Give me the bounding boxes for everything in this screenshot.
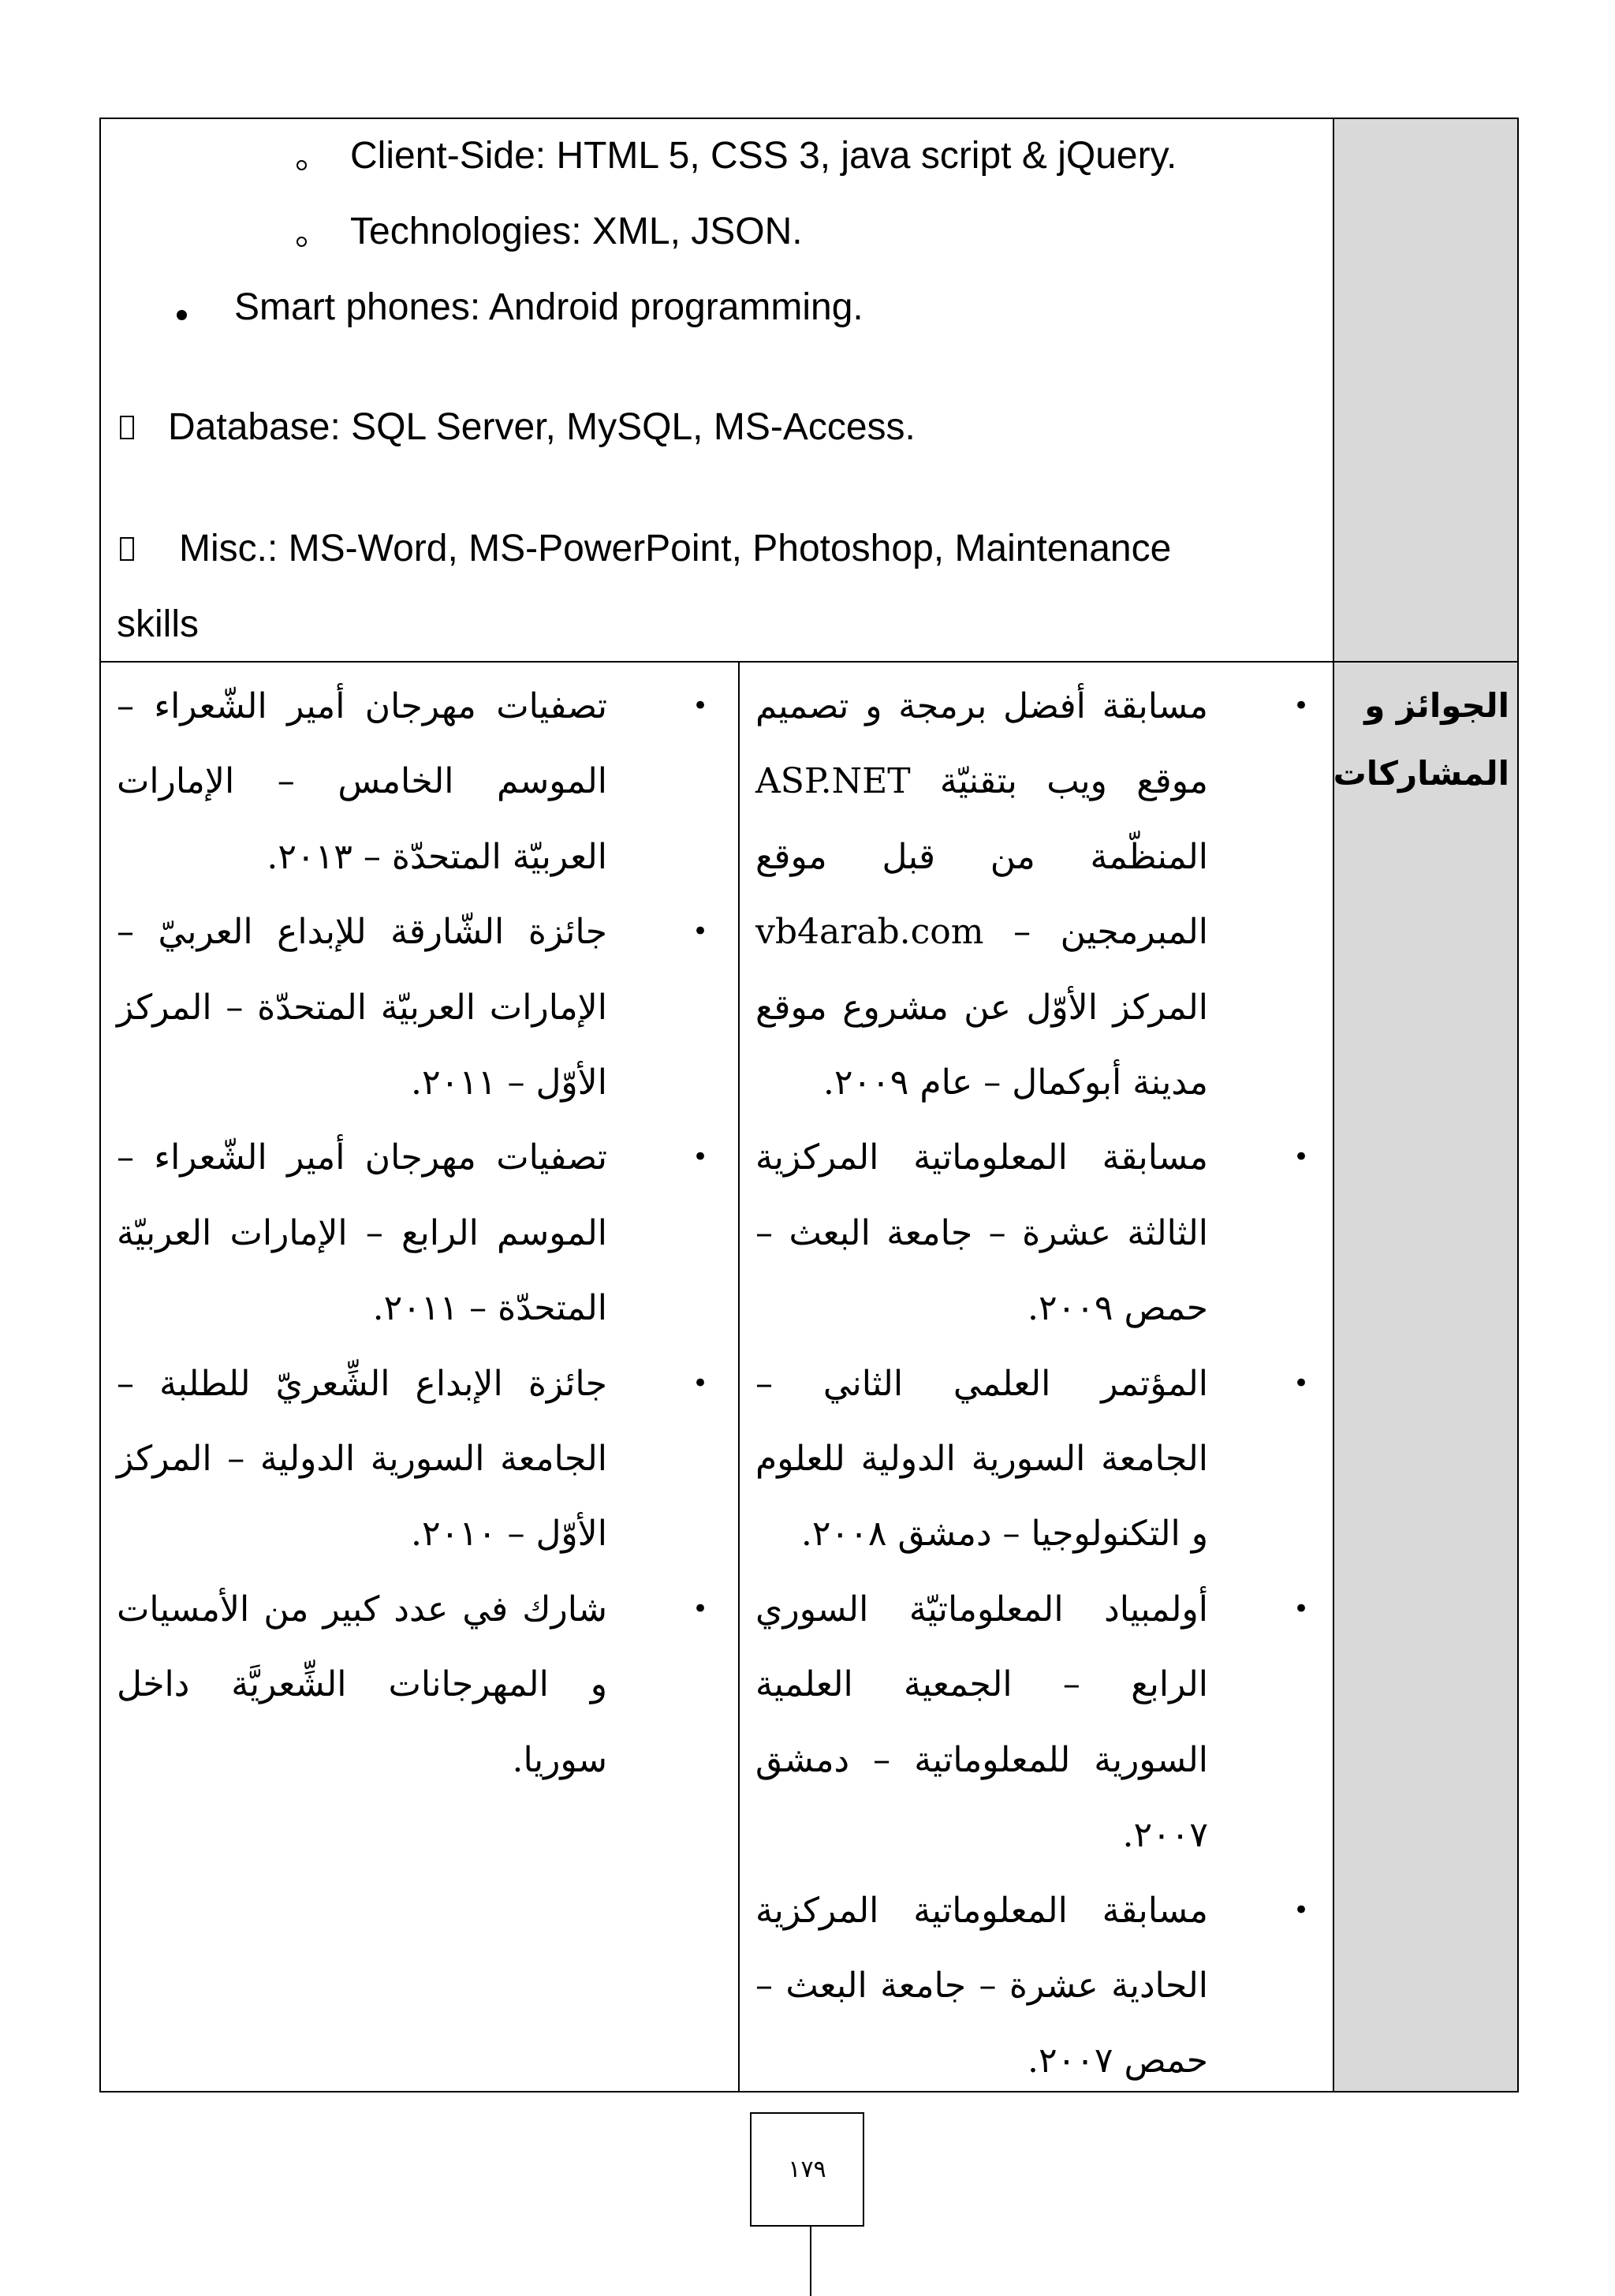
row-divider xyxy=(99,661,1519,663)
award-item: • مسابقة المعلوماتية المركزية الثالثة عشرة – جامعة البعث – حمص ٢٠٠٩. xyxy=(755,1120,1208,1346)
checkbox-glyph-icon xyxy=(120,537,134,561)
sub-bullet-icon xyxy=(297,160,307,170)
sub-bullet-icon xyxy=(297,237,307,247)
award-item: • تصفيات مهرجان أمير الشّعراء – الموسم الرابع – الإمارات العربيّة المتحدّة – ٢٠١١. xyxy=(117,1120,607,1346)
page-number-connector xyxy=(810,2227,811,2296)
section-title-line1: الجوائز و xyxy=(1364,686,1509,725)
skill-client-side: Client-Side: HTML 5, CSS 3, java script & jQuery. xyxy=(350,135,1177,177)
section-title xyxy=(1333,669,1509,811)
award-item: • مسابقة أفضل برمجة و تصميم موقع ويب بتقنيّة ASP.NET المنظّمة من قبل موقع المبرمجين – vb4arab.com المركز الأوّل عن مشروع موقع مدينة أبوكمال – عام ٢٠٠٩. xyxy=(755,669,1208,1120)
awards-list-right xyxy=(755,669,1208,2099)
label-column-divider xyxy=(1333,118,1334,2093)
award-item: • المؤتمر العلمي الثاني – الجامعة السورية الدولية للعلوم و التكنولوجيا – دمشق ٢٠٠٨. xyxy=(755,1346,1208,1572)
checkbox-glyph-icon xyxy=(120,416,134,439)
skill-technologies: Technologies: XML, JSON. xyxy=(350,211,803,252)
awards-list-left xyxy=(117,669,607,1798)
page-number: ١٧٩ xyxy=(788,2156,826,2183)
skill-database: Database: SQL Server, MySQL, MS-Access. xyxy=(168,406,916,448)
label-column-shade xyxy=(1334,119,1517,2091)
skill-misc-continued: skills xyxy=(117,603,199,645)
award-item: • جائزة الشّارقة للإبداع العربيّ – الإمارات العربيّة المتحدّة – المركز الأوّل – ٢٠١١. xyxy=(117,894,607,1120)
award-item: • جائزة الإبداع الشِّعريّ للطلبة – الجامعة السورية الدولية – المركز الأوّل – ٢٠١٠. xyxy=(117,1346,607,1572)
awards-column-divider xyxy=(738,661,740,2093)
award-item: • تصفيات مهرجان أمير الشّعراء – الموسم الخامس – الإمارات العربيّة المتحدّة – ٢٠١٣. xyxy=(117,669,607,894)
page-number-box xyxy=(750,2112,864,2227)
award-item: • أولمبياد المعلوماتيّة السوري الرابع – الجمعية العلمية السورية للمعلوماتية – دمشق ٢٠٠٧. xyxy=(755,1572,1208,1873)
skill-misc: Misc.: MS-Word, MS-PowerPoint, Photoshop, Maintenance xyxy=(179,528,1172,569)
section-title-line2: المشاركات xyxy=(1333,754,1509,793)
bullet-icon xyxy=(177,310,187,320)
skill-smart-phones: Smart phones: Android programming. xyxy=(234,286,863,328)
award-item: • مسابقة المعلوماتية المركزية الحادية عشرة – جامعة البعث – حمص ٢٠٠٧. xyxy=(755,1873,1208,2099)
award-item: • شارك في عدد كبير من الأمسيات و المهرجانات الشِّعريَّة داخل سوريا. xyxy=(117,1572,607,1798)
